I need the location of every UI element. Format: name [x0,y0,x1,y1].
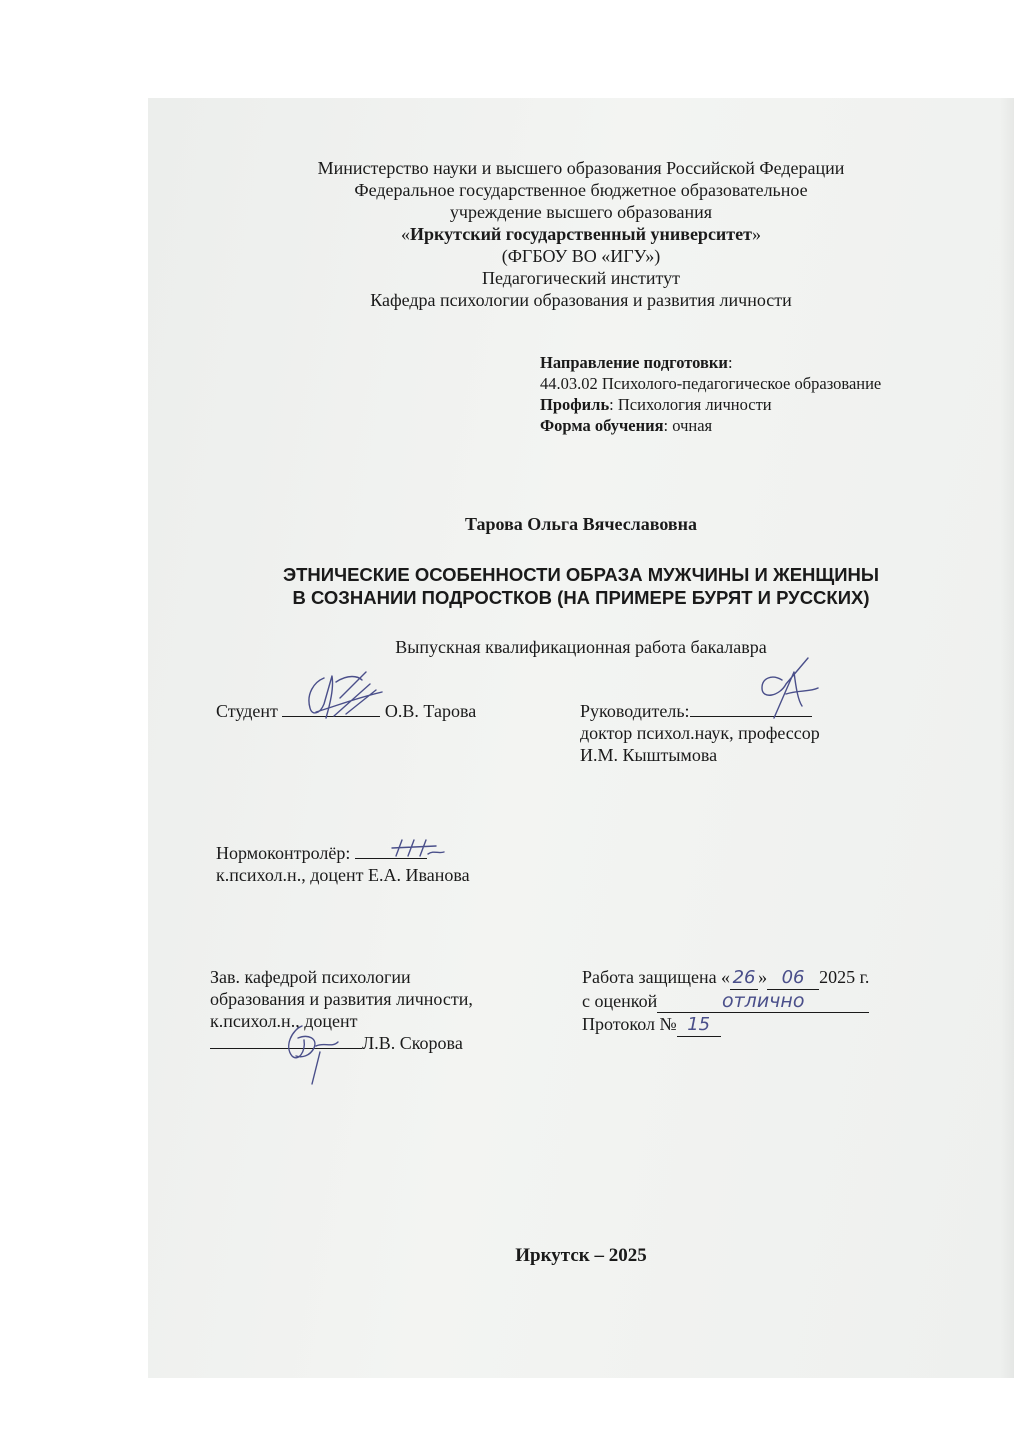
student-signature [296,668,396,726]
city-year: Иркутск – 2025 [515,1245,647,1266]
supervisor-position: доктор психол.наук, профессор [580,723,820,743]
direction-value: 44.03.02 Психолого-педагогическое образование [540,374,882,393]
supervisor-label-line: Руководитель: [580,700,820,722]
head-line-2: образования и развития личности, [210,989,473,1009]
defense-grade: отлично [657,990,869,1013]
federal-line: Федеральное государственное бюджетное образовательное [354,180,808,200]
university-abbr: (ФГБОУ ВО «ИГУ») [501,246,661,266]
study-form-line: Форма обучения: очная [540,416,713,435]
title-line-2: В СОЗНАНИИ ПОДРОСТКОВ (НА ПРИМЕРЕ БУРЯТ И РУССКИХ) [292,587,870,608]
institution-type-line: учреждение высшего образования [449,202,713,222]
head-line-1: Зав. кафедрой психологии [210,967,411,987]
student-label: Студент [216,701,278,721]
defense-month: 06 [767,967,819,990]
direction-label-line: Направление подготовки: [540,353,733,372]
head-signature [262,1016,352,1088]
work-type: Выпускная квалификационная работа бакалавра [395,637,767,657]
department-name: Кафедра психологии образования и развития личности [370,290,792,310]
defense-protocol-number: 15 [677,1014,721,1037]
header-block [148,157,1014,311]
head-name: Л.В. Скорова [362,1033,463,1053]
thesis-title [148,563,1014,609]
supervisor-signature [722,650,822,722]
defense-date-line: Работа защищена « 26 » 06 2025 г. [582,967,870,988]
profile-line: Профиль: Психология личности [540,395,772,414]
program-block [540,352,881,436]
defense-grade-line: с оценкой отлично [582,990,869,1013]
normcontrol-details: к.психол.н., доцент Е.А. Иванова [216,865,470,885]
institute-name: Педагогический институт [481,268,681,288]
normcontrol-signature [388,836,458,862]
defense-day: 26 [730,967,758,990]
title-line-1: ЭТНИЧЕСКИЕ ОСОБЕННОСТИ ОБРАЗА МУЖЧИНЫ И ЖЕНЩИНЫ [282,564,880,585]
author-name: Тарова Ольга Вячеславовна [464,514,698,534]
defense-block [582,966,869,1037]
university-name: «Иркутский государственный университет» [401,224,761,244]
normcontrol-label-line: Нормоконтролёр: [216,842,470,864]
supervisor-name: И.М. Кыштымова [580,745,718,765]
student-name: О.В. Тарова [384,701,477,721]
ministry-line: Министерство науки и высшего образования Российской Федерации [317,158,845,178]
head-line-3: к.психол.н., доцент [210,1011,358,1031]
defense-protocol-line: Протокол № 15 [582,1013,869,1037]
